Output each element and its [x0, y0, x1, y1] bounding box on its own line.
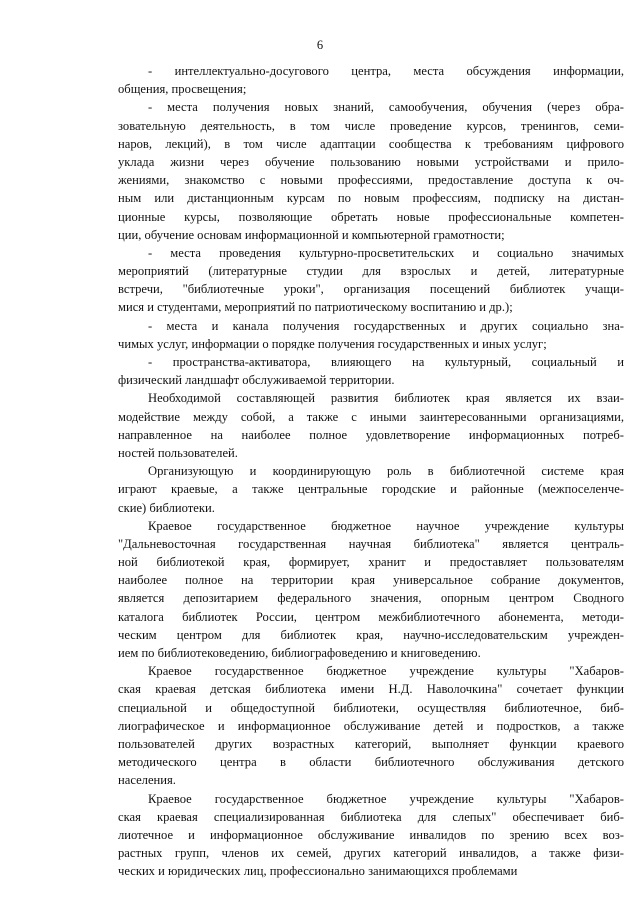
text-line: встречи, "библиотечные уроки", организация посещений библиотек учащи- — [118, 282, 624, 297]
text-line: растных групп, членов их семей, других категорий инвалидов, а также физи- — [118, 846, 624, 861]
text-line: уклада жизни через обучение пользованию новыми устройствами и прило- — [118, 154, 624, 169]
text-line: направленное на наиболее полное удовлетворение информационных потреб- — [118, 427, 624, 442]
paragraph — [118, 317, 624, 353]
text-line: методического центра в области библиотечного обслуживания детского — [118, 755, 624, 770]
text-line: - места и канала получения государственных и других социально зна- — [148, 318, 624, 333]
text-line: мися и студентами, мероприятий по патриотическому воспитанию и др.); — [118, 300, 513, 315]
text-line: ская краевая специализированная библиотека для слепых" обеспечивает биб- — [118, 809, 624, 824]
text-line: - места проведения культурно-просветительских и социально значимых — [148, 245, 624, 260]
text-line: ческим центром для библиотек края, научно-исследовательским учрежден- — [118, 627, 624, 642]
text-line: Краевое государственное бюджетное учреждение культуры "Хабаров- — [148, 664, 624, 679]
text-line: ции, обучение основам информационной и компьютерной грамотности; — [118, 227, 505, 242]
paragraph — [118, 517, 624, 663]
text-line: - пространства-активатора, влияющего на культурный, социальный и — [148, 355, 624, 369]
text-line: играют краевые, а также центральные городские и районные (межпоселенче- — [118, 482, 624, 497]
text-line: чимых услуг, информации о порядке получения государственных и иных услуг; — [118, 336, 547, 351]
text-line: "Дальневосточная государственная научная библиотека" является централь- — [118, 536, 624, 551]
text-line: ческих и юридических лиц, профессионально занимающихся проблемами — [118, 864, 518, 879]
text-line: ционные курсы, позволяющие обретать новые профессиональные компетен- — [118, 209, 624, 224]
text-line: пользователей других возрастных категорий, выполняет функции краевого — [118, 736, 624, 751]
page-number: 6 — [316, 38, 324, 52]
text-line: специальной и общедоступной библиотеки, осуществляя библиотечное, биб- — [118, 700, 624, 715]
paragraph — [118, 62, 624, 98]
paragraph — [118, 389, 624, 462]
paragraph — [118, 244, 624, 317]
paragraph — [118, 353, 624, 389]
text-line: ной библиотекой края, формирует, хранит и предоставляет пользователям — [118, 555, 624, 570]
paragraph — [118, 98, 624, 244]
text-line: населения. — [118, 773, 176, 788]
text-line: ием по библиотековедению, библиографоведению и книговедению. — [118, 646, 481, 660]
text-line: Краевое государственное бюджетное научное учреждение культуры — [148, 518, 624, 533]
paragraph — [118, 790, 624, 881]
text-line: - места получения новых знаний, самообучения, обучения (через обра- — [148, 100, 624, 115]
text-line: ным или дистанционным курсам по новым профессиям, подписку на дистан- — [118, 191, 624, 206]
text-line: ностей пользователей. — [118, 445, 238, 460]
text-line: Необходимой составляющей развития библиотек края является их взаи- — [148, 391, 624, 406]
paragraph — [118, 462, 624, 517]
text-line: лиотечное и информационное обслуживание инвалидов по зрению всех воз- — [118, 827, 624, 842]
text-line: общения, просвещения; — [118, 82, 247, 97]
paragraph — [118, 662, 624, 789]
text-line: жениями, знакомство с новыми профессиями, предоставление доступа к оч- — [118, 173, 624, 188]
text-line: является депозитарием федерального значения, опорным центром Сводного — [118, 591, 624, 606]
text-line: каталога библиотек России, центром межбиблиотечного абонемента, методи- — [118, 609, 624, 624]
text-line: наиболее полное на территории края универсальное собрание документов, — [118, 573, 624, 588]
text-line: модействие между собой, а также с иными заинтересованными организациями, — [118, 409, 624, 424]
text-line: - интеллектуально-досугового центра, места обсуждения информации, — [148, 64, 624, 78]
text-line: зовательную деятельность, в том числе проведение курсов, тренингов, семи- — [118, 118, 624, 133]
body-text — [118, 62, 624, 880]
text-line: ская краевая детская библиотека имени Н.Д. Наволочкина" сочетает функции — [118, 682, 624, 697]
text-line: мероприятий (литературные студии для взрослых и детей, литературные — [118, 264, 624, 279]
text-line: лиографическое и информационное обслуживание детей и подростков, а также — [118, 718, 624, 733]
text-line: Организующую и координирующую роль в библиотечной системе края — [148, 464, 624, 479]
text-line: Краевое государственное бюджетное учреждение культуры "Хабаров- — [148, 791, 624, 806]
text-line: физический ландшафт обслуживаемой территории. — [118, 373, 395, 388]
text-line: ские) библиотеки. — [118, 500, 215, 515]
text-line: наров, лекций), в том числе адаптации сообщества к требованиям цифрового — [118, 136, 624, 151]
